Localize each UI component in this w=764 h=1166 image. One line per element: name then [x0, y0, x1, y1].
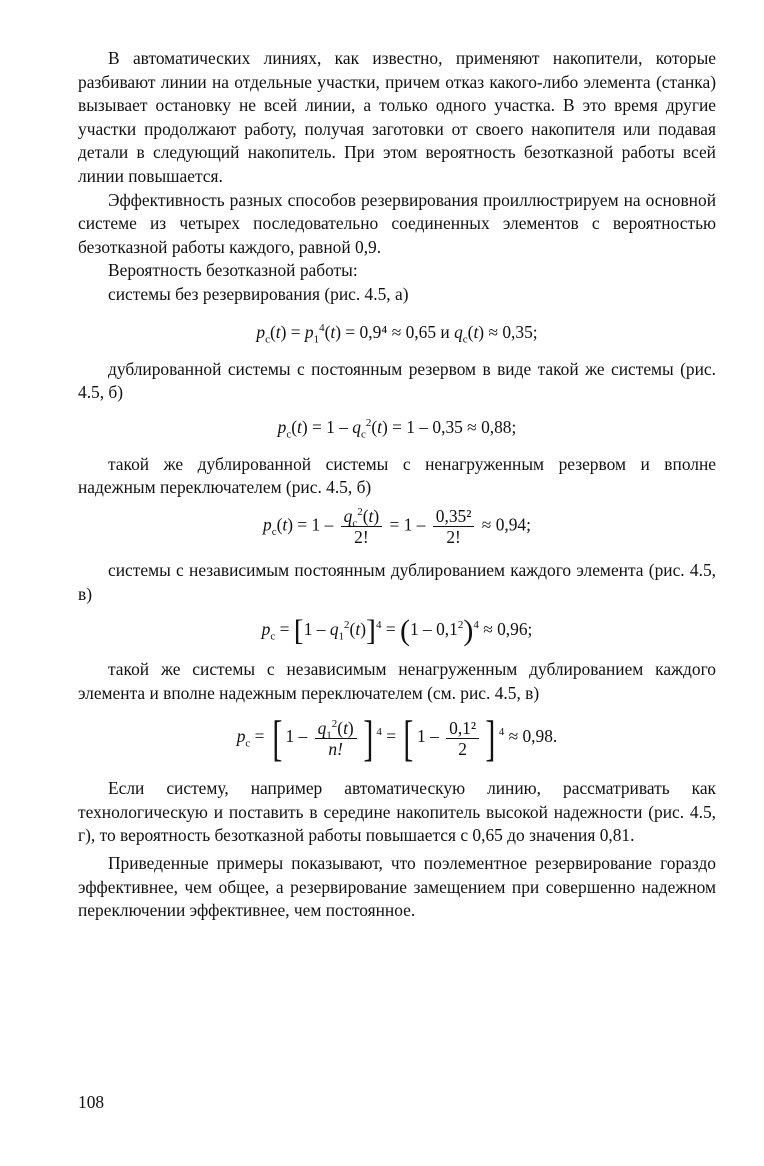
paragraph-duplicated-system: дублированной системы с постоянным резервом в виде такой же системы (рис. 4.5, б): [78, 358, 716, 403]
formula-3-fraction-1: $\frac{q_c^2(t)}{2!}$: [341, 506, 383, 547]
formula-1-result: = 0,9⁴ ≈ 0,65 и: [345, 321, 450, 342]
formula-2: $p_c(t) = 1 - q_c^2(t) = 1 - 0,35 \approx 0,88$;: [277, 416, 517, 441]
formula-2-tail: = 1 – 0,35 ≈ 0,88;: [392, 416, 517, 437]
formula-5-fraction-2: $\frac{\text{0,1²}}{2}$: [446, 718, 479, 759]
paragraph-probability-heading: Вероятность безотказной работы:: [108, 260, 358, 281]
paragraph-conclusion: Приведенные примеры показывают, что поэлементное резервирование гораздо эффективнее, чем общее, а резервирование замещением при совершенно надежном переключении эффективнее, чем постоянное.: [78, 853, 716, 921]
formula-3-tail: ≈ 0,94;: [481, 514, 531, 535]
paragraph-accumulators: В автоматических линиях, как известно, применяют накопители, которые разбивают линии на отдельные участки, причем отказ какого-либо элемента (станка) вызывает остановку не всей линии, а только одного участка. В это время другие участки продолжают работу, получая заготовки от своего накопителя или подавая детали в следующий накопитель. При этом вероятность безотказной работы всей линии повышается.: [78, 48, 716, 186]
formula-5-tail: ≈ 0,98.: [508, 726, 558, 747]
formula-4-tail: ≈ 0,96;: [483, 619, 533, 640]
formula-3-fraction-2: $\frac{\text{0,35²}}{2!}$: [433, 506, 475, 547]
formula-5: $p_c$ = [ 1 – $\frac{q_1^2(t)}{n!}$ ] $^4$ = [ 1 – $\frac{\text{0,1²}}{2}$ ] $^4$ ≈ 0,98.: [236, 710, 558, 767]
paragraph-unloaded-reserve: такой же дублированной системы с ненагруженным резервом и вполне надежным переключателем (рис. 4.5, б): [78, 453, 716, 498]
formula-1: $p_c(t) = p_1^4(t) = 0,9^4 \approx 0,65$ и $q_c(t) \approx 0,35$;: [256, 321, 538, 345]
formula-1-q: ≈ 0,35;: [488, 321, 538, 342]
paragraph-efficiency: Эффективность разных способов резервирования проиллюстрируем на основной системе из четырех последовательно соединенных элементов с вероятностью безотказной работы каждого, равной 0,9.: [78, 189, 716, 257]
paragraph-no-redundancy: системы без резервирования (рис. 4.5, а): [108, 283, 409, 304]
formula-5-fraction-1: $\frac{q_1^2(t)}{n!}$: [315, 718, 357, 759]
page-content: [78, 47, 716, 923]
paragraph-unloaded-element-duplication: такой же системы с независимым ненагруженным дублированием каждого элемента и вполне надежным переключателем (см. рис. 4.5, в): [78, 659, 716, 703]
paragraph-accumulator-middle: Если систему, например автоматическую линию, рассматривать как технологическую и поставить в середине накопитель высокой надежности (рис. 4.5, г), то вероятность безотказной работы повышается с 0,65 до значения 0,81.: [78, 778, 716, 846]
paragraph-element-duplication: системы с независимым постоянным дублированием каждого элемента (рис. 4.5, в): [78, 559, 716, 604]
formula-3: $p_c(t) = 1$ – $\frac{q_c^2(t)}{2!}$ = 1 – $\frac{\text{0,35²}}{2!}$ ≈ 0,94;: [263, 505, 531, 547]
formula-4: $p_c = [1 - q_1^2(t)]^4 = (1 - 0,1^2)^4 \approx 0,96$;: [261, 614, 533, 648]
page-number: 108: [78, 1092, 105, 1112]
